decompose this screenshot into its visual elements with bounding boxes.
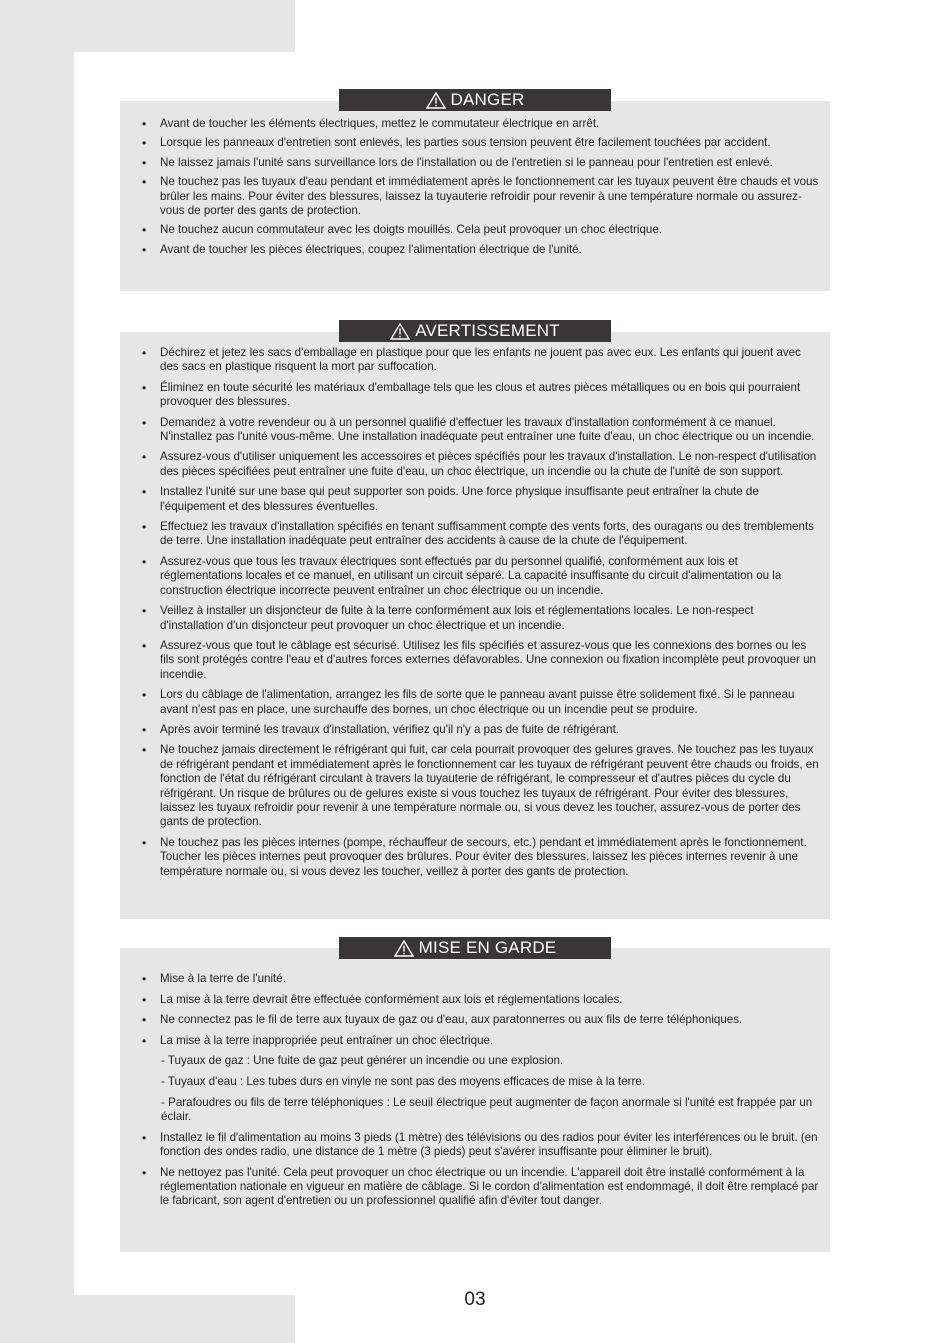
list-item: • Assurez-vous d'utiliser uniquement les accessoires et pièces spécifiés pour les travaux d'installation. Le non-respect d'utilisation des pièces spécifiées peut entraîner une fuite d'eau, un choc électrique, un incendie ou la chute de l'unité de son support. — [120, 450, 830, 479]
list-item: • Lors du câblage de l'alimentation, arrangez les fils de sorte que le panneau avant puisse être solidement fixé. Si le panneau avant n'est pas en place, une surchauffe des bornes, un choc électrique ou un incendie peut se produire. — [120, 688, 830, 717]
avertissement-section — [120, 321, 830, 919]
list-item: • Déchirez et jetez les sacs d'emballage en plastique pour que les enfants ne jouent pas avec eux. Les enfants qui jouent avec des sacs en plastique risquent la mort par suffocation. — [120, 346, 830, 375]
danger-title: DANGER — [450, 90, 525, 109]
danger-list — [120, 117, 830, 257]
list-item: • Ne connectez pas le fil de terre aux tuyaux de gaz ou d'eau, aux paratonnerres ou aux fils de terre téléphoniques. — [120, 1013, 830, 1027]
danger-header — [339, 89, 611, 111]
list-item: • Avant de toucher les pièces électriques, coupez l'alimentation électrique de l'unité. — [120, 243, 830, 257]
list-item: • Ne touchez pas les tuyaux d'eau pendant et immédiatement après le fonctionnement car les tuyaux peuvent être chauds et vous brûler les mains. Pour éviter des blessures, laissez la tuyauterie refroidir pour revenir à une température normale ou assurez-vous de porter des gants de protection. — [120, 175, 830, 218]
mise-en-garde-header — [339, 937, 611, 959]
list-item: • La mise à la terre inappropriée peut entraîner un choc électrique. — [120, 1034, 830, 1048]
list-item: • Après avoir terminé les travaux d'installation, vérifiez qu'il n'y a pas de fuite de réfrigérant. — [120, 723, 830, 737]
list-item: • Ne laissez jamais l'unité sans surveillance lors de l'installation ou de l'entretien si le panneau pour l'entretien est enlevé. — [120, 156, 830, 170]
avertissement-title: AVERTISSEMENT — [415, 321, 560, 340]
mise-en-garde-section — [120, 938, 830, 1252]
list-item: • Mise à la terre de l'unité. — [120, 972, 830, 986]
list-subitem: - Tuyaux de gaz : Une fuite de gaz peut générer un incendie ou une explosion. — [161, 1054, 564, 1068]
mise-en-garde-title: MISE EN GARDE — [418, 938, 557, 957]
warning-triangle-icon — [390, 323, 410, 340]
list-item: • Avant de toucher les éléments électriques, mettez le commutateur électrique en arrêt. — [120, 117, 830, 131]
avertissement-list — [120, 346, 830, 879]
mise-en-garde-list — [120, 972, 830, 1209]
warning-triangle-icon — [426, 92, 446, 109]
list-item: • Ne touchez pas les pièces internes (pompe, réchauffeur de secours, etc.) pendant et immédiatement après le fonctionnement. Toucher les pièces internes peut provoquer des brûlures. Pour éviter des blessures, laissez les pièces internes revenir à une température normale ou, si vous devez les toucher, veillez à porter des gants de protection. — [120, 836, 830, 879]
warning-triangle-icon — [394, 940, 414, 957]
list-item: • Éliminez en toute sécurité les matériaux d'emballage tels que les clous et autres pièces métalliques ou en bois qui pourraient provoquer des blessures. — [120, 381, 830, 410]
list-item: • Veillez à installer un disjoncteur de fuite à la terre conformément aux lois et réglementations locales. Le non-respect d'installation d'un disjoncteur peut provoquer un choc électrique et un incendie. — [120, 604, 830, 633]
list-item: • Assurez-vous que tous les travaux électriques sont effectués par du personnel qualifié, conformément aux lois et réglementations locales et ce manuel, en utilisant un circuit séparé. La capacité insuffisante du circuit d'alimentation ou la construction électrique incorrecte peuvent entraîner un choc électrique ou un incendie. — [120, 555, 830, 598]
page-number: 03 — [464, 1289, 486, 1310]
list-subitem: - Parafoudres ou fils de terre téléphoniques : Le seuil électrique peut augmenter de façon anormale si l'unité est frappée par un éclair. — [161, 1095, 813, 1123]
avertissement-header — [339, 320, 611, 342]
list-item: • Installez l'unité sur une base qui peut supporter son poids. Une force physique insuffisante peut entraîner la chute de l'équipement et des blessures éventuelles. — [120, 485, 830, 514]
list-item: • Effectuez les travaux d'installation spécifiés en tenant suffisamment compte des vents forts, des ouragans ou des tremblements de terre. Une installation inadéquate peut entraîner des accidents à cause de la chute de l'équipement. — [120, 520, 830, 549]
list-item: • Assurez-vous que tout le câblage est sécurisé. Utilisez les fils spécifiés et assurez-vous que les connexions des bornes ou les fils sont protégés contre l'eau et d'autres forces externes défavorables. Une connexion ou fixation incomplète peut provoquer un incendie. — [120, 639, 830, 682]
list-item: • Ne touchez jamais directement le réfrigérant qui fuit, car cela pourrait provoquer des gelures graves. Ne touchez pas les tuyaux de réfrigérant pendant et immédiatement après le fonctionnement car les tuyaux de réfrigérant peuvent être chauds ou froids, en fonction de l'état du réfrigérant circulant à travers la tuyauterie de réfrigérant, le compresseur et d'autres pièces du cycle du réfrigérant. Un risque de brûlures ou de gelures existe si vous touchez les tuyaux de réfrigérant. Pour éviter des blessures, laissez les tuyaux refroidir pour revenir à une température normale ou, si vous devez les toucher, assurez-vous de porter des gants de protection. — [120, 743, 830, 829]
list-item: • La mise à la terre devrait être effectuée conformément aux lois et réglementations locales. — [120, 993, 830, 1007]
list-item: • Demandez à votre revendeur ou à un personnel qualifié d'effectuer les travaux d'installation conformément à ce manuel. N'installez pas l'unité vous-même. Une installation inadéquate peut entraîner une fuite d'eau, un choc électrique ou un incendie. — [120, 416, 830, 445]
list-item: • Installez le fil d'alimentation au moins 3 pieds (1 mètre) des télévisions ou des radios pour éviter les interférences ou le bruit. (en fonction des ondes radio, une distance de 1 mètre (3 pieds) peut s'avérer insuffisante pour éliminer le bruit). — [120, 1131, 830, 1160]
list-item: • Ne touchez aucun commutateur avec les doigts mouillés. Cela peut provoquer un choc électrique. — [120, 223, 830, 237]
list-item: • Lorsque les panneaux d'entretien sont enlevés, les parties sous tension peuvent être facilement touchées par accident. — [120, 136, 830, 150]
list-item: • Ne nettoyez pas l'unité. Cela peut provoquer un choc électrique ou un incendie. L'appareil doit être installé conformément à la réglementation nationale en vigueur en matière de câblage. Si le cordon d'alimentation est endommagé, il doit être remplacé par le fabricant, son agent d'entretien ou un professionnel qualifié afin d'éviter tout danger. — [120, 1166, 830, 1209]
list-subitem: - Tuyaux d'eau : Les tubes durs en vinyle ne sont pas des moyens efficaces de mise à la terre. — [161, 1074, 646, 1088]
page-tab-top — [295, 0, 950, 52]
danger-section — [120, 90, 830, 291]
